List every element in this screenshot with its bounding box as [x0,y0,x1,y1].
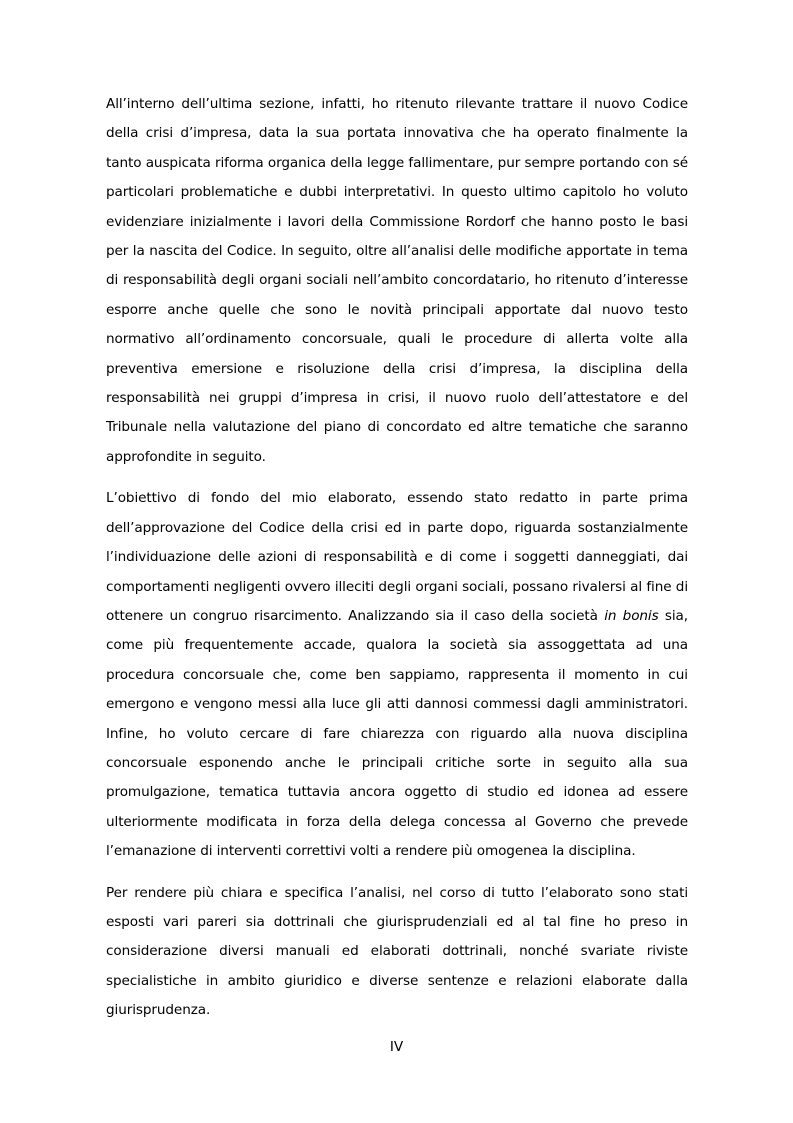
italic-term: in bonis [604,607,659,624]
paragraph-2-part-2: sia, come più frequentemente accade, qualora la società sia assoggettata ad una procedura concorsuale che, come ben sappiamo, rappresenta il momento in cui emergono e vengono messi alla luce gli atti dannosi commessi dagli amministratori. Infine, ho voluto cercare di fare chiarezza con riguardo alla nuova disciplina concorsuale esponendo anche le principali critiche sorte in seguito alla sua promulgazione, tematica tuttavia ancora oggetto di studio ed idonea ad essere ulteriormente modificata in forza della delega concessa al Governo che prevede l’emanazione di interventi correttivi volti a rendere più omogenea la disciplina. [106,607,688,860]
paragraph-2-part-1: L’obiettivo di fondo del mio elaborato, essendo stato redatto in parte prima dell’approvazione del Codice della crisi ed in parte dopo, riguarda sostanzialmente l’individuazione delle azioni di responsabilità e di come i soggetti danneggiati, dai comportamenti negligenti ovvero illeciti degli organi sociali, possano rivalersi al fine di ottenere un congruo risarcimento. Analizzando sia il caso della società [106,490,688,624]
paragraph-2 [106,484,688,866]
page-number: IV [389,1039,404,1055]
paragraph-3: Per rendere più chiara e specifica l’analisi, nel corso di tutto l’elaborato sono stati esposti vari pareri sia dottrinali che giurisprudenziali ed al tal fine ho preso in considerazione diversi manuali ed elaborati dottrinali, nonché svariate riviste specialistiche in ambito giuridico e diverse sentenze e relazioni elaborate dalla giurisprudenza. [106,884,688,1019]
body-text [106,90,688,1038]
paragraph-1: All’interno dell’ultima sezione, infatti, ho ritenuto rilevante trattare il nuovo Codice della crisi d’impresa, data la sua portata innovativa che ha operato finalmente la tanto auspicata riforma organica della legge fallimentare, pur sempre portando con sé particolari problematiche e dubbi interpretativi. In questo ultimo capitolo ho voluto evidenziare inizialmente i lavori della Commissione Rordorf che hanno posto le basi per la nascita del Codice. In seguito, oltre all’analisi delle modifiche apportate in tema di responsabilità degli organi sociali nell’ambito concordatario, ho ritenuto d’interesse esporre anche quelle che sono le novità principali apportate dal nuovo testo normativo all’ordinamento concorsuale, quali le procedure di allerta volte alla preventiva emersione e risoluzione della crisi d’impresa, la disciplina della responsabilità nei gruppi d’impresa in crisi, il nuovo ruolo dell’attestatore e del Tribunale nella valutazione del piano di concordato ed altre tematiche che saranno approfondite in seguito. [106,96,688,465]
